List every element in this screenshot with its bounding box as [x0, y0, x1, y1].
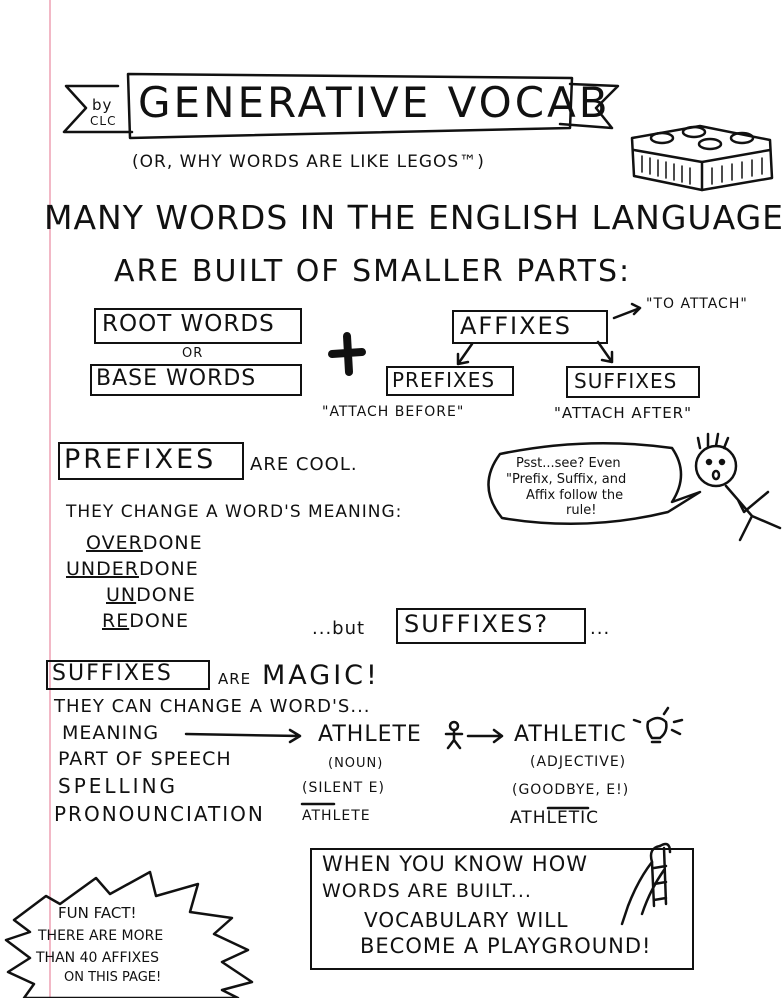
row-pos-label: PART OF SPEECH [58, 748, 232, 770]
row-pos-col2: (ADJECTIVE) [530, 754, 627, 770]
prefixes-label: PREFIXES [392, 368, 496, 392]
conclusion-line-3: VOCABULARY WILL [364, 908, 569, 932]
meaning-arrow [186, 730, 300, 742]
fun-fact-line-1: FUN FACT! [58, 904, 137, 922]
row-spelling-col2: (GOODBYE, E!) [512, 782, 630, 798]
prefix-example-2 [66, 558, 199, 580]
prefix-example-4 [102, 610, 189, 632]
fun-fact-line-3: THAN 40 AFFIXES [36, 950, 159, 966]
prefix-example-1 [86, 532, 203, 554]
suffixes-note: "ATTACH AFTER" [554, 404, 692, 422]
root-done: DONE [129, 610, 190, 632]
conclusion-line-2: WORDS ARE BUILT... [322, 880, 532, 902]
prefix-over: OVER [86, 532, 143, 554]
conclusion-line-4: BECOME A PLAYGROUND! [360, 934, 652, 958]
affixes-note-arrow [614, 304, 640, 318]
row-meaning-col2: ATHLETIC [514, 722, 627, 747]
row-spelling-col1: (SILENT E) [302, 780, 385, 796]
prefixes-note: "ATTACH BEFORE" [322, 404, 465, 420]
suffixes-description: THEY CAN CHANGE A WORD'S... [54, 696, 371, 717]
intro-line-1: MANY WORDS IN THE ENGLISH LANGUAGE [44, 198, 784, 237]
plus-sign [332, 336, 362, 372]
or-label: OR [182, 346, 204, 361]
banner-title: GENERATIVE VOCAB [138, 78, 611, 127]
author-initials: CLC [90, 114, 117, 128]
root-done: DONE [138, 558, 199, 580]
suffixes-magic: MAGIC! [262, 660, 380, 691]
root-words-label: ROOT WORDS [102, 311, 275, 337]
root-done: DONE [136, 584, 196, 606]
speech-line-4: rule! [566, 503, 597, 518]
row-pos-col1: (NOUN) [328, 756, 384, 771]
speech-line-3: Affix follow the [526, 488, 624, 503]
prefix-un: UN [106, 584, 137, 606]
base-words-label: BASE WORDS [96, 366, 257, 391]
prefixes-heading-rest: ARE COOL. [250, 454, 358, 475]
banner-by-label: by [92, 96, 113, 114]
speech-line-1: Psst...see? Even [516, 456, 621, 471]
prefixes-description: THEY CHANGE A WORD'S MEANING: [66, 502, 403, 522]
row-pronunciation-label: PRONOUNCIATION [54, 802, 265, 826]
affixes-label: AFFIXES [460, 312, 572, 340]
fun-fact-line-4: ON THIS PAGE! [64, 970, 162, 985]
but-text: ...but [312, 618, 366, 639]
fun-fact-line-2: THERE ARE MORE [38, 928, 164, 944]
intro-line-2: ARE BUILT OF SMALLER PARTS: [114, 254, 632, 289]
suffixes-heading: SUFFIXES [52, 661, 173, 686]
prefixes-heading: PREFIXES [64, 444, 217, 475]
prefix-example-3 [106, 584, 196, 606]
affixes-to-prefixes-arrow [458, 344, 472, 364]
athlete-arrow [468, 730, 502, 742]
banner-subtitle: (OR, WHY WORDS ARE LIKE LEGOS™) [132, 152, 485, 172]
row-pronunciation-col2: ATHLETIC [510, 808, 599, 828]
affixes-to-suffixes-arrow [598, 342, 612, 362]
suffixes-question-label: SUFFIXES? [404, 610, 550, 638]
row-meaning-label: MEANING [62, 722, 160, 744]
prefix-under: UNDER [66, 558, 139, 580]
suffixes-are: ARE [218, 670, 252, 688]
speech-line-2: "Prefix, Suffix, and [506, 472, 627, 487]
stick-figure-icon [696, 434, 780, 540]
lego-brick-icon [632, 126, 772, 190]
suffixes-label: SUFFIXES [574, 369, 678, 393]
root-done: DONE [142, 532, 203, 554]
row-pronunciation-col1: ATHLETE [302, 808, 371, 824]
row-meaning-col1: ATHLETE [318, 722, 422, 747]
row-spelling-label: SPELLING [58, 774, 179, 798]
affixes-note: "TO ATTACH" [646, 296, 748, 312]
lightbulb-icon [634, 708, 682, 742]
trailing-ellipsis: ... [590, 618, 611, 639]
athlete-stick-icon [446, 722, 462, 748]
conclusion-line-1: WHEN YOU KNOW HOW [322, 852, 588, 876]
prefix-re: RE [102, 610, 130, 632]
